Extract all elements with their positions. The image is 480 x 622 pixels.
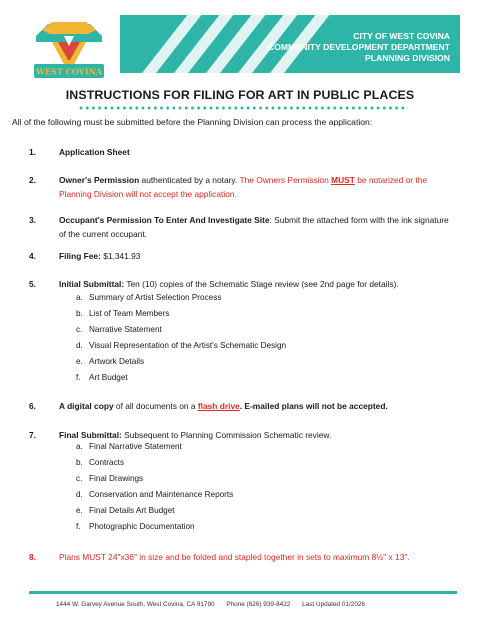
- sub-item: e. Artwork Details: [76, 357, 145, 366]
- item-text: of all documents on a: [113, 401, 198, 411]
- item-text: authenticated by a notary.: [139, 175, 240, 185]
- item-text: Subsequent to Planning Commission Schematic review.: [121, 430, 332, 440]
- footer-address: 1444 W. Garvey Avenue South, West Covina, CA 91790: [56, 601, 215, 608]
- org-line-city: CITY OF WEST COVINA: [353, 31, 450, 41]
- item-number: 3.: [29, 215, 36, 225]
- list-item-2: [29, 174, 457, 201]
- list-item-3: [29, 214, 457, 241]
- item-text: Ten (10) copies of the Schematic Stage review (see 2nd page for details).: [124, 279, 399, 289]
- sub-item: f. Art Budget: [76, 373, 128, 382]
- list-item-7: [29, 429, 457, 443]
- sub-item: e. Final Details Art Budget: [76, 506, 175, 515]
- org-line-department: COMMUNITY DEVELOPMENT DEPARTMENT: [267, 42, 450, 52]
- list-item-4: [29, 250, 457, 264]
- item-number: 8.: [29, 552, 36, 562]
- svg-text:WEST COVINA: WEST COVINA: [35, 66, 103, 77]
- item-heading: Owner's Permission: [59, 175, 140, 185]
- city-logo: [28, 16, 110, 86]
- item-warning-emphasis: MUST: [331, 175, 355, 185]
- sub-item: c. Narrative Statement: [76, 325, 162, 334]
- footer-updated: Last Updated 01/2026: [302, 601, 365, 608]
- item-number: 7.: [29, 430, 36, 440]
- sub-item: b. List of Team Members: [76, 309, 170, 318]
- org-line-division: PLANNING DIVISION: [365, 53, 450, 63]
- footer: [56, 601, 375, 608]
- item-heading: A digital copy: [59, 401, 114, 411]
- item-number: 5.: [29, 279, 36, 289]
- sub-item: d. Visual Representation of the Artist's Schematic Design: [76, 341, 287, 350]
- item-number: 1.: [29, 147, 36, 157]
- item-text: $1,341.93: [100, 251, 141, 261]
- list-item-5: [29, 278, 457, 292]
- intro-text: All of the following must be submitted before the Planning Division can process the application:: [12, 117, 373, 127]
- header-band: [120, 15, 460, 73]
- sub-item: c. Final Drawings: [76, 474, 144, 483]
- item-warning: Plans MUST 24"x36" in size and be folded and stapled together in sets to maximum 8½" x 13".: [59, 552, 410, 562]
- item-heading: Occupant's Permission To Enter And Investigate Site: [59, 215, 270, 225]
- list-item-1: [29, 146, 457, 160]
- item-heading: Application Sheet: [59, 147, 130, 157]
- sub-item: b. Contracts: [76, 458, 125, 467]
- title-dotted-underline: [78, 106, 408, 110]
- item-number: 6.: [29, 401, 36, 411]
- list-item-6: [29, 400, 457, 414]
- sub-item: a. Summary of Artist Selection Process: [76, 293, 222, 302]
- footer-divider: [29, 591, 457, 594]
- footer-phone: Phone (626) 939-8422: [226, 601, 291, 608]
- item-warning-emphasis: flash drive: [197, 401, 240, 411]
- item-notice: . E-mailed plans will not be accepted.: [239, 401, 388, 411]
- sub-item: d. Conservation and Maintenance Reports: [76, 490, 234, 499]
- org-block: [268, 31, 450, 64]
- sub-item: f. Photographic Documentation: [76, 522, 195, 531]
- item-warning: The Owners Permission: [239, 175, 332, 185]
- item-heading: Filing Fee:: [59, 251, 101, 261]
- list-item-8: [29, 551, 457, 565]
- item-heading: Initial Submittal:: [59, 279, 125, 289]
- sub-item: a. Final Narrative Statement: [76, 442, 182, 451]
- page-title: INSTRUCTIONS FOR FILING FOR ART IN PUBLIC PLACES: [65, 88, 415, 102]
- item-number: 2.: [29, 175, 36, 185]
- item-number: 4.: [29, 251, 36, 261]
- item-warning-tail: be notarized or the Planning Division will not accept the application.: [59, 175, 428, 199]
- item-text: : Submit the attached form with the ink signature of the current occupant.: [59, 215, 449, 239]
- item-heading: Final Submittal:: [59, 430, 122, 440]
